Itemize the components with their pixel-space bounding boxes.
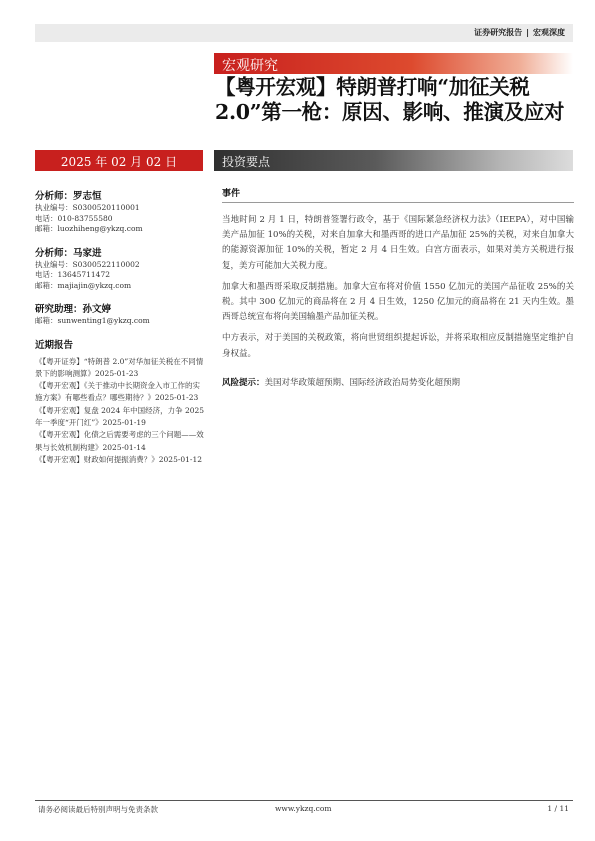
research-assistant-block [35, 303, 207, 327]
analyst-block [35, 247, 207, 292]
recent-report-item[interactable]: 《【粤开宏观】财政如何提振消费？》2025-01-12 [35, 454, 202, 464]
analyst-license: 执业编号：S0300522110002 [35, 259, 140, 269]
analyst-block [35, 190, 207, 235]
analyst-name: 分析师：罗志恒 [35, 191, 102, 202]
event-section-label: 事件 [222, 186, 574, 203]
report-title: 【粤开宏观】特朗普打响“加征关税2.0”第一枪：原因、影响、推演及应对 [215, 75, 565, 124]
report-date: 2025 年 02 月 02 日 [60, 155, 178, 169]
analyst-license: 执业编号：S0300520110001 [35, 203, 140, 212]
footer-page-number: 1 / 11 [547, 804, 569, 813]
event-paragraph: 加拿大和墨西哥采取反制措施。加拿大宣布将对价值 1550 亿加元的美国产品征收 25%的关税。其中 300 亿加元的商品将在 2 月 4 日生效，1250 亿加元的商品将在 21 天内生效。墨西哥总统宣布将向美国输墨产品加征关税。 [222, 281, 574, 323]
investment-highlights-label: 投资要点 [222, 155, 271, 169]
main-content [222, 186, 574, 390]
analyst-email[interactable]: 邮箱：majiajin@ykzq.com [35, 280, 132, 290]
risk-warning-label: 风险提示： [222, 377, 265, 388]
category-label: 宏观研究 [222, 58, 278, 74]
header-separator: | [526, 28, 529, 37]
series-label: 宏观深度 [533, 28, 565, 37]
research-assistant-name: 研究助理：孙文婷 [35, 304, 112, 315]
research-assistant-email[interactable]: 邮箱：sunwenting1@ykzq.com [35, 316, 150, 325]
recent-report-item[interactable]: 《【粤开宏观】《关于推动中长期资金入市工作的实施方案》有哪些看点？哪些期待？》2025-01-23 [35, 381, 200, 403]
date-banner [35, 150, 203, 171]
doc-type-label: 证券研究报告 [474, 28, 523, 37]
recent-report-item[interactable]: 《【粤开宏观】化债之后需要考虑的三个问题——效果与长效机制构建》2025-01-14 [35, 430, 204, 452]
recent-report-item[interactable]: 《【粤开证券】“特朗普 2.0”对华加征关税在不同情景下的影响测算》2025-01-23 [35, 356, 204, 378]
report-header-text [474, 27, 565, 38]
analyst-phone: 电话：010-83755580 [35, 213, 113, 223]
sidebar [35, 190, 207, 466]
risk-warning-text: 美国对华政策超预期、国际经济政治局势变化超预期 [264, 377, 461, 388]
analyst-name: 分析师：马家进 [35, 247, 102, 259]
risk-warning [222, 376, 574, 390]
recent-report-item[interactable]: 《【粤开宏观】复盘 2024 年中国经济，力争 2025 年一季度“开门红”》2025-01-19 [35, 405, 205, 427]
footer-divider [35, 800, 573, 801]
recent-reports-heading: 近期报告 [35, 339, 74, 351]
event-paragraph: 中方表示，对于美国的关税政策，将向世贸组织提起诉讼，并将采取相应反制措施坚定维护自身权益。 [222, 333, 574, 359]
event-paragraph: 当地时间 2 月 1 日，特朗普签署行政令，基于《国际紧急经济权力法》（IEEPA），对中国输美产品加征 10%的关税，对来自加拿大和墨西哥的进口产品加征 25%的关税，对来自加拿大的能源资源加征 10%的关税，暂定 2 月 4 日生效。白宫方面表示，如果对美方关税进行报复，美方可能加大关税力度。 [222, 215, 574, 271]
category-banner [214, 53, 573, 74]
report-header-bar [35, 24, 573, 42]
investment-highlights-banner [214, 150, 573, 171]
footer-website[interactable]: www.ykzq.com [275, 804, 332, 813]
analyst-phone: 电话：13645711472 [35, 270, 110, 279]
analyst-email[interactable]: 邮箱：luozhiheng@ykzq.com [35, 224, 143, 233]
footer-disclaimer: 请务必阅读最后特别声明与免责条款 [38, 805, 158, 814]
